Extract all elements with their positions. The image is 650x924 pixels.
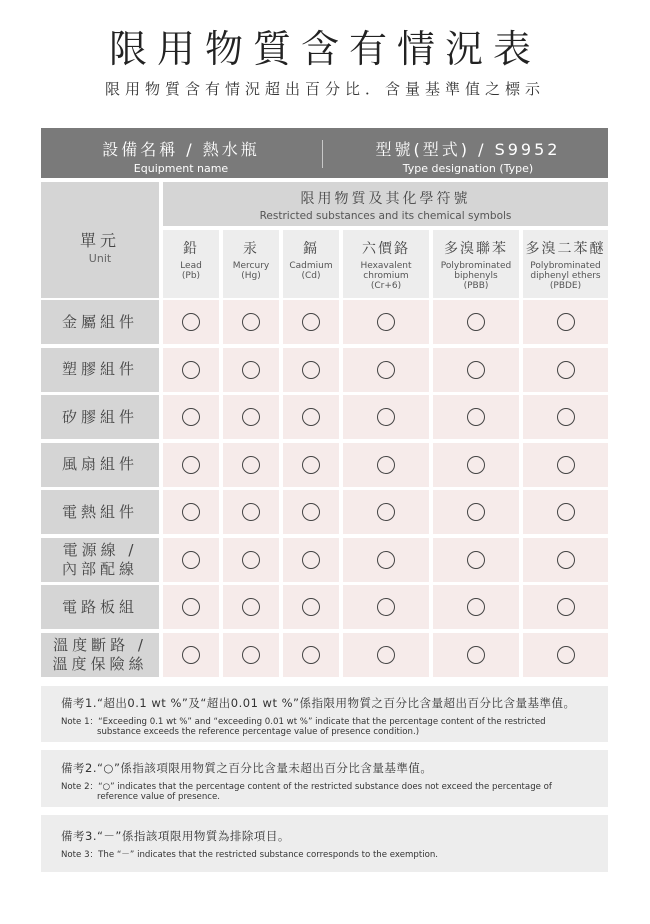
substance-name-en: (Hg): [241, 271, 261, 281]
substance-content-cell: [223, 443, 279, 487]
equipment-name-cell: [41, 128, 321, 178]
substance-content-cell: [283, 490, 339, 534]
note-2-zh: 備考2.“○”係指該項限用物質之百分比含量未超出百分比含量基準值。: [61, 761, 433, 775]
type-designation-en: Type designation (Type): [402, 162, 534, 175]
substance-content-cell: [163, 300, 219, 344]
substance-content-cell: [163, 633, 219, 677]
substance-content-cell: [283, 538, 339, 582]
circle-mark-icon: [242, 361, 260, 379]
circle-mark-icon: [182, 361, 200, 379]
substance-content-cell: [223, 585, 279, 629]
substance-content-cell: [343, 490, 429, 534]
unit-row-label: [41, 538, 159, 582]
substance-content-cell: [163, 443, 219, 487]
substance-content-cell: [433, 490, 519, 534]
circle-mark-icon: [467, 598, 485, 616]
substance-content-cell: [223, 538, 279, 582]
substance-content-cell: [433, 633, 519, 677]
substance-content-cell: [223, 395, 279, 439]
substance-header-0: [163, 230, 219, 298]
note-1: [41, 686, 608, 742]
substance-name-en: Mercury: [232, 261, 270, 271]
circle-mark-icon: [467, 313, 485, 331]
substance-header-1: [223, 230, 279, 298]
circle-mark-icon: [377, 598, 395, 616]
page-subtitle: 限用物質含有情況超出百分比．含量基準值之標示: [104, 80, 545, 98]
circle-mark-icon: [242, 503, 260, 521]
unit-row-label-line2: 內部配線: [61, 559, 138, 578]
unit-row-label-line1: 塑膠組件: [61, 360, 138, 378]
unit-row-label-line1: 溫度斷路 /: [53, 635, 147, 654]
substance-content-cell: [223, 490, 279, 534]
substance-name-en: (PBB): [463, 281, 489, 291]
substance-header-2: [283, 230, 339, 298]
circle-mark-icon: [242, 646, 260, 664]
unit-row-label: [41, 633, 159, 677]
circle-mark-icon: [242, 598, 260, 616]
circle-mark-icon: [182, 456, 200, 474]
substance-content-cell: [343, 348, 429, 392]
unit-row-label-text: [62, 598, 138, 617]
substance-content-cell: [523, 395, 608, 439]
note-3: [41, 815, 608, 872]
circle-mark-icon: [377, 313, 395, 331]
substance-content-cell: [523, 300, 608, 344]
substance-content-cell: [163, 348, 219, 392]
substance-name-zh: 汞: [243, 241, 259, 257]
substance-content-cell: [433, 348, 519, 392]
substance-content-cell: [433, 395, 519, 439]
circle-mark-icon: [557, 503, 575, 521]
unit-row-label: [41, 443, 159, 487]
circle-mark-icon: [377, 361, 395, 379]
substance-content-cell: [343, 395, 429, 439]
circle-mark-icon: [302, 313, 320, 331]
unit-row-label: [41, 585, 159, 629]
equipment-header-bar: [41, 128, 608, 178]
circle-mark-icon: [377, 646, 395, 664]
note-2-en-cont: reference value of presence.: [97, 792, 221, 802]
substance-content-cell: [283, 395, 339, 439]
substance-content-cell: [163, 538, 219, 582]
substance-content-cell: [223, 348, 279, 392]
substance-content-cell: [163, 585, 219, 629]
substance-content-cell: [283, 300, 339, 344]
circle-mark-icon: [302, 456, 320, 474]
circle-mark-icon: [302, 598, 320, 616]
circle-mark-icon: [467, 408, 485, 426]
circle-mark-icon: [377, 551, 395, 569]
circle-mark-icon: [182, 646, 200, 664]
substance-content-cell: [433, 585, 519, 629]
circle-mark-icon: [557, 646, 575, 664]
unit-row-label: [41, 490, 159, 534]
substance-content-cell: [343, 300, 429, 344]
restricted-substances-header-zh: 限用物質及其化學符號: [300, 191, 471, 207]
circle-mark-icon: [467, 456, 485, 474]
circle-mark-icon: [467, 361, 485, 379]
circle-mark-icon: [182, 598, 200, 616]
unit-row-label-line1: 電路板組: [61, 597, 138, 616]
substance-content-cell: [163, 490, 219, 534]
circle-mark-icon: [182, 408, 200, 426]
substance-name-en: Polybrominated: [440, 261, 512, 271]
substance-name-zh: 鉛: [183, 241, 199, 257]
unit-row-label-text: [62, 313, 138, 332]
unit-row-label: [41, 348, 159, 392]
substance-content-cell: [343, 585, 429, 629]
unit-row-label-text: [62, 541, 138, 579]
substance-name-en: (Cr+6): [370, 281, 402, 291]
substance-name-zh: 六價鉻: [362, 241, 410, 257]
unit-row-label-line1: 金屬組件: [61, 312, 138, 331]
substance-name-en: Hexavalent: [360, 261, 412, 271]
unit-row-label: [41, 300, 159, 344]
circle-mark-icon: [242, 313, 260, 331]
circle-mark-icon: [557, 598, 575, 616]
circle-mark-icon: [467, 551, 485, 569]
unit-row-label-text: [62, 455, 138, 474]
circle-mark-icon: [467, 503, 485, 521]
substance-header-4: [433, 230, 519, 298]
substance-content-cell: [433, 443, 519, 487]
substance-header-5: [523, 230, 608, 298]
circle-mark-icon: [467, 646, 485, 664]
unit-row-label-line1: 電熱組件: [61, 502, 138, 521]
note-2-en: Note 2：“○” indicates that the percentage content of the restricted substance does not exceed the percentage of: [61, 782, 552, 792]
substance-name-en: (Pb): [181, 271, 201, 281]
note-1-en: Note 1：“Exceeding 0.1 wt %” and “exceeding 0.01 wt %” indicate that the percentage content of the restricted: [61, 717, 546, 727]
type-designation-cell: [328, 128, 608, 178]
circle-mark-icon: [182, 503, 200, 521]
substance-content-cell: [283, 443, 339, 487]
note-2: [41, 750, 608, 807]
substance-content-cell: [433, 300, 519, 344]
circle-mark-icon: [182, 551, 200, 569]
substance-header-3: [343, 230, 429, 298]
restricted-substances-header-en: Restricted substances and its chemical symbols: [259, 210, 512, 222]
substance-name-en: diphenyl ethers: [530, 271, 601, 281]
substance-content-cell: [343, 633, 429, 677]
substance-content-cell: [223, 300, 279, 344]
page-title: 限用物質含有情況表: [108, 27, 541, 71]
note-1-zh: 備考1.“超出0.1 wt %”及“超出0.01 wt %”係指限用物質之百分比含量超出百分比含量基準值。: [61, 696, 576, 710]
circle-mark-icon: [557, 456, 575, 474]
substance-name-zh: 多溴聯苯: [444, 241, 508, 257]
unit-header-zh: 單元: [79, 231, 120, 250]
substance-content-cell: [523, 348, 608, 392]
unit-row-label-line1: 矽膠組件: [61, 407, 138, 426]
substance-name-en: Cadmium: [289, 261, 333, 271]
circle-mark-icon: [302, 503, 320, 521]
substance-content-cell: [523, 585, 608, 629]
equipment-name-zh: 設備名稱 / 熱水瓶: [102, 140, 260, 159]
circle-mark-icon: [302, 551, 320, 569]
circle-mark-icon: [557, 361, 575, 379]
substance-content-cell: [523, 633, 608, 677]
substance-content-cell: [283, 633, 339, 677]
unit-row-label-text: [62, 503, 138, 522]
circle-mark-icon: [182, 313, 200, 331]
unit-header-cell: [41, 182, 159, 298]
circle-mark-icon: [242, 408, 260, 426]
type-designation-zh: 型號(型式) / S9952: [375, 140, 561, 159]
circle-mark-icon: [377, 503, 395, 521]
substance-name-en: Lead: [180, 261, 202, 271]
circle-mark-icon: [377, 456, 395, 474]
circle-mark-icon: [557, 408, 575, 426]
substance-name-en: biphenyls: [454, 271, 498, 281]
substance-content-cell: [523, 443, 608, 487]
unit-row-label-text: [62, 360, 138, 379]
substance-name-en: (PBDE): [549, 281, 582, 291]
unit-header-en: Unit: [88, 252, 112, 265]
note-3-en: Note 3：The “－” indicates that the restricted substance corresponds to the exemption.: [61, 850, 439, 860]
substance-name-en: (Cd): [301, 271, 321, 281]
unit-row-label-line2: 溫度保險絲: [52, 654, 148, 673]
unit-row-label-line1: 電源線 /: [62, 540, 138, 559]
circle-mark-icon: [302, 361, 320, 379]
substance-content-cell: [523, 538, 608, 582]
restricted-substances-header: [163, 182, 608, 226]
substance-content-cell: [343, 443, 429, 487]
equipment-name-en: Equipment name: [133, 162, 229, 175]
substance-content-cell: [523, 490, 608, 534]
substance-name-en: chromium: [363, 271, 409, 281]
note-3-zh: 備考3.“－”係指該項限用物質為排除項目。: [61, 829, 290, 843]
substance-content-cell: [223, 633, 279, 677]
circle-mark-icon: [557, 313, 575, 331]
substance-name-zh: 多溴二苯醚: [525, 241, 606, 257]
unit-row-label: [41, 395, 159, 439]
header-divider: [322, 140, 323, 168]
substance-name-zh: 鎘: [303, 241, 319, 257]
note-1-en-cont: substance exceeds the reference percentage value of presence condition.): [97, 727, 420, 737]
circle-mark-icon: [557, 551, 575, 569]
restricted-substances-table: [41, 182, 608, 680]
substance-content-cell: [283, 585, 339, 629]
circle-mark-icon: [377, 408, 395, 426]
substance-content-cell: [163, 395, 219, 439]
circle-mark-icon: [242, 456, 260, 474]
unit-row-label-text: [62, 408, 138, 427]
substance-content-cell: [283, 348, 339, 392]
substance-content-cell: [433, 538, 519, 582]
circle-mark-icon: [242, 551, 260, 569]
substance-name-en: Polybrominated: [530, 261, 601, 271]
circle-mark-icon: [302, 646, 320, 664]
circle-mark-icon: [302, 408, 320, 426]
unit-row-label-line1: 風扇組件: [61, 455, 138, 473]
unit-row-label-text: [52, 636, 147, 674]
substance-content-cell: [343, 538, 429, 582]
